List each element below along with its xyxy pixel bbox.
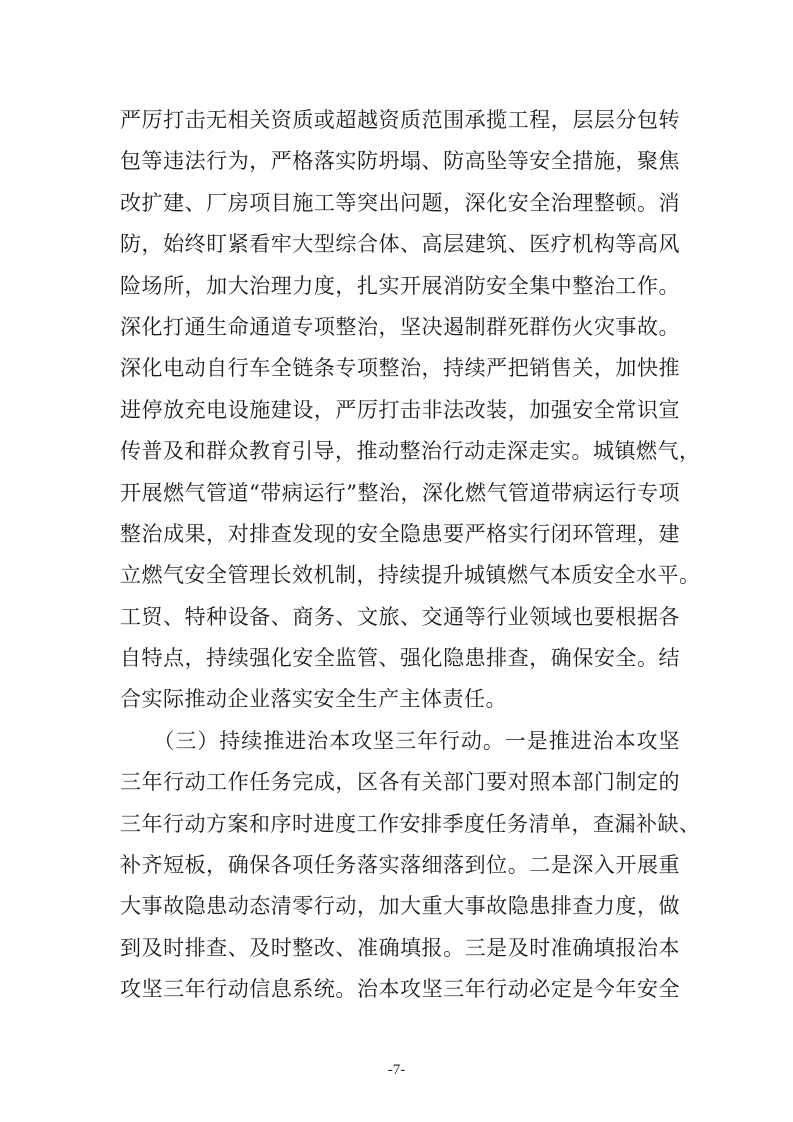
text-line: 开展燃气管道“带病运行”整治，深化燃气管道带病运行专项 bbox=[120, 480, 680, 505]
text-line: 大事故隐患动态清零行动，加大重大事故隐患排查力度，做 bbox=[120, 894, 680, 919]
text-line: 包等违法行为，严格落实防坍塌、防高坠等安全措施，聚焦 bbox=[120, 149, 680, 174]
text-line: 防，始终盯紧看牢大型综合体、高层建筑、医疗机构等高风 bbox=[120, 232, 680, 257]
text-line: 严厉打击无相关资质或超越资质范围承揽工程，层层分包转 bbox=[120, 108, 680, 132]
text-line: 深化打通生命通道专项整治，坚决遏制群死群伤火灾事故。 bbox=[120, 314, 680, 339]
text-line: 传普及和群众教育引导，推动整治行动走深走实。城镇燃气， bbox=[120, 439, 701, 464]
text-line: 立燃气安全管理长效机制，持续提升城镇燃气本质安全水平。 bbox=[120, 563, 701, 588]
section-heading-line: （三）持续推进治本攻坚三年行动。一是推进治本攻坚 bbox=[120, 728, 680, 753]
text-line: 自特点，持续强化安全监管、强化隐患排查，确保安全。结 bbox=[120, 646, 680, 671]
text-line: 到及时排查、及时整改、准确填报。三是及时准确填报治本 bbox=[120, 935, 680, 960]
text-line: 三年行动工作任务完成，区各有关部门要对照本部门制定的 bbox=[120, 770, 680, 795]
text-line: 攻坚三年行动信息系统。治本攻坚三年行动必定是今年安全 bbox=[120, 977, 680, 1002]
text-line: 补齐短板，确保各项任务落实落细落到位。二是深入开展重 bbox=[120, 853, 680, 878]
text-line: 深化电动自行车全链条专项整治，持续严把销售关，加快推 bbox=[120, 356, 680, 381]
text-line: 进停放充电设施建设，严厉打击非法改装，加强安全常识宣 bbox=[120, 397, 680, 422]
body-text bbox=[120, 100, 701, 1011]
text-line: 整治成果，对排查发现的安全隐患要严格实行闭环管理，建 bbox=[120, 521, 680, 546]
page-number: -7- bbox=[387, 1062, 406, 1078]
text-line: 改扩建、厂房项目施工等突出问题，深化安全治理整顿。消 bbox=[120, 190, 680, 215]
text-line: 工贸、特种设备、商务、文旅、交通等行业领域也要根据各 bbox=[120, 604, 680, 629]
text-line: 合实际推动企业落实安全生产主体责任。 bbox=[120, 687, 507, 712]
text-line: 三年行动方案和序时进度工作安排季度任务清单，查漏补缺、 bbox=[120, 811, 701, 836]
text-line: 险场所，加大治理力度，扎实开展消防安全集中整治工作。 bbox=[120, 273, 680, 298]
